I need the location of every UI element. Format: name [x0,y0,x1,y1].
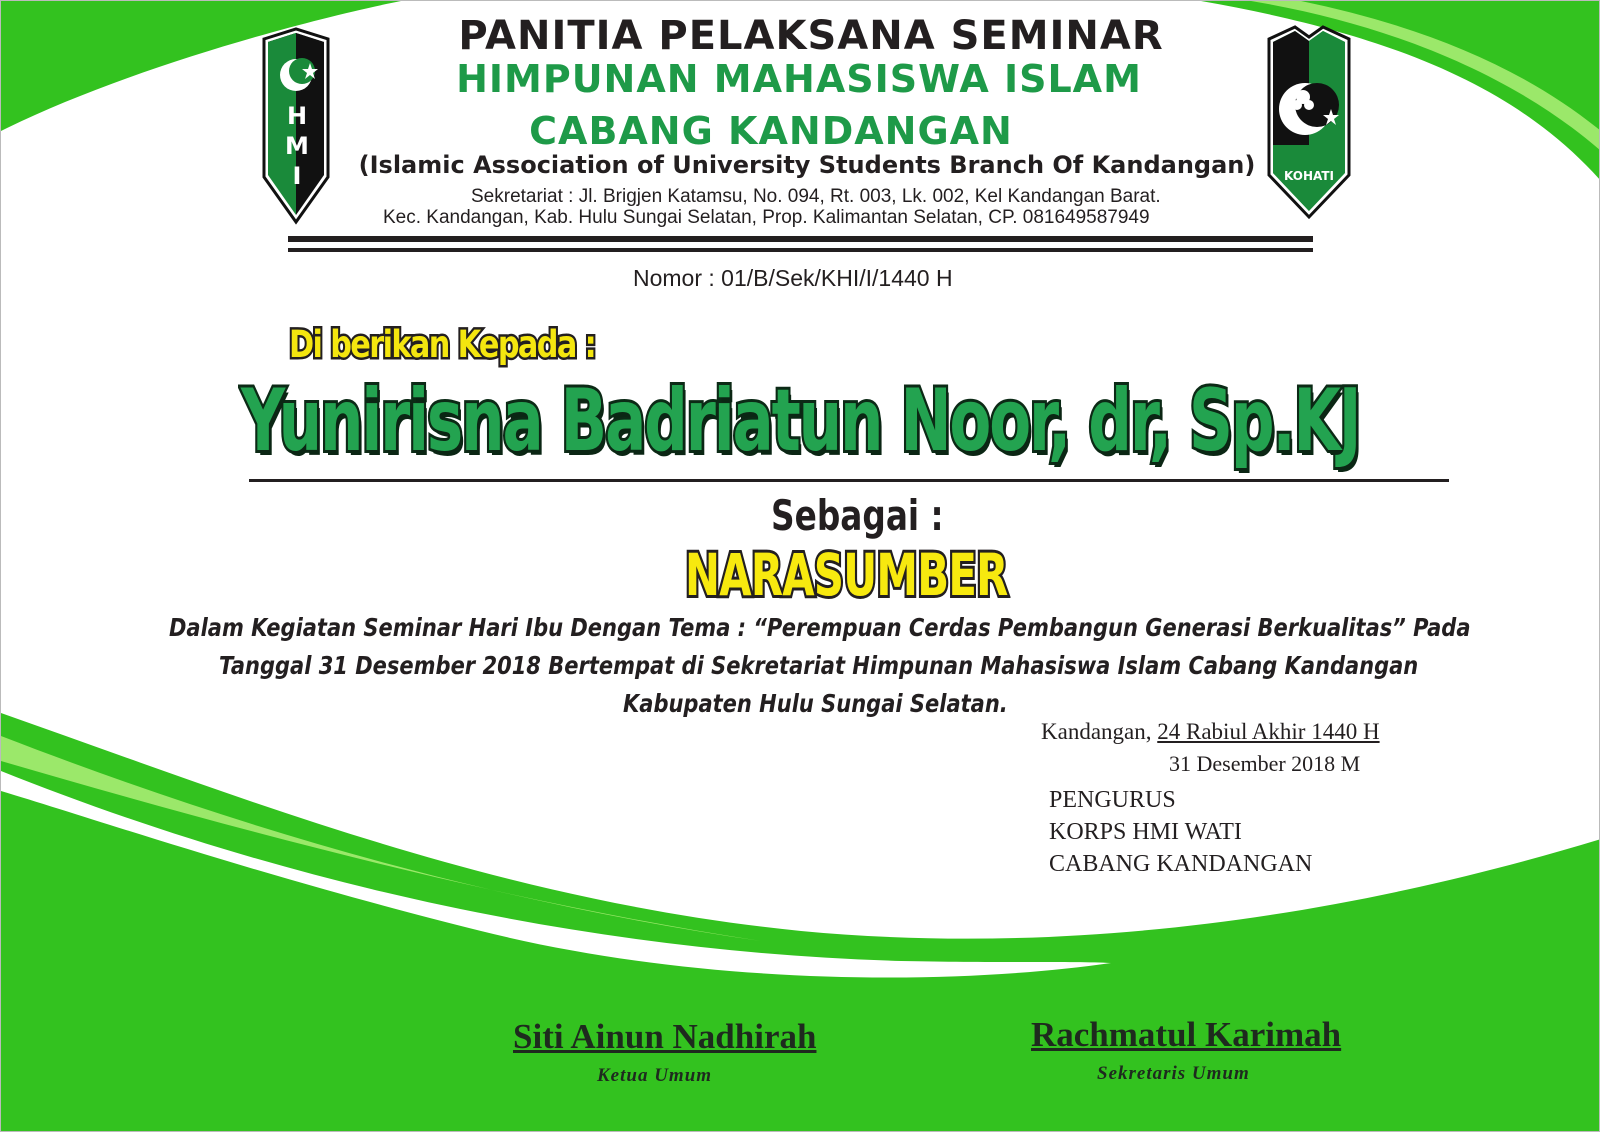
as-label: Sebagai : [771,491,944,540]
organization-title: HIMPUNAN MAHASISWA ISLAM [456,57,1142,101]
kohati-label: KOHATI [1283,169,1334,183]
header-divider-thick [288,236,1313,242]
issue-place-date [1041,719,1380,745]
role-title: NARASUMBER [685,541,1008,609]
issuer-line-1: PENGURUS [1049,787,1176,813]
hmi-letter-m: M [285,132,309,160]
issuer-line-2: KORPS HMI WATI [1049,819,1242,845]
signatory-chair-position: Ketua Umum [597,1065,713,1086]
body-text-line-3: Kabupaten Hulu Sungai Selatan. [623,689,1008,718]
hmi-letter-i: I [292,162,302,190]
signatory-chair-name: Siti Ainun Nadhirah [513,1017,817,1056]
body-text-line-2: Tanggal 31 Desember 2018 Bertempat di Sekretariat Himpunan Mahasiswa Islam Cabang Kandangan [219,651,1419,680]
body-text-line-1: Dalam Kegiatan Seminar Hari Ibu Dengan Tema : “Perempuan Cerdas Pembangun Generasi Berkualitas” Pada [169,613,1471,642]
recipient-underline [249,479,1449,482]
english-name: (Islamic Association of University Students Branch Of Kandangan) [358,151,1256,179]
address-line-2: Kec. Kandangan, Kab. Hulu Sungai Selatan, Prop. Kalimantan Selatan, CP. 081649587949 [383,207,1150,228]
certificate-number: Nomor : 01/B/Sek/KHI/I/1440 H [633,265,953,291]
recipient-name: Yunirisna Badriatun Noor, dr, Sp.KJ [241,371,1360,471]
given-to-label: Di berikan Kepada : [289,323,596,366]
signatory-secretary-position: Sekretaris Umum [1097,1063,1250,1084]
gregorian-date: 31 Desember 2018 M [1169,751,1361,776]
issuer-line-3: CABANG KANDANGAN [1049,851,1313,877]
hijri-date: 24 Rabiul Akhir 1440 H [1157,719,1380,744]
committee-title: PANITIA PELAKSANA SEMINAR [458,13,1164,59]
branch-title: CABANG KANDANGAN [529,109,1013,153]
header-divider-thin [288,248,1313,252]
address-line-1: Sekretariat : Jl. Brigjen Katamsu, No. 094, Rt. 003, Lk. 002, Kel Kandangan Barat. [471,186,1161,207]
signatory-secretary-name: Rachmatul Karimah [1031,1015,1342,1054]
issue-place: Kandangan, [1041,719,1152,744]
hmi-letter-h: H [286,102,308,130]
